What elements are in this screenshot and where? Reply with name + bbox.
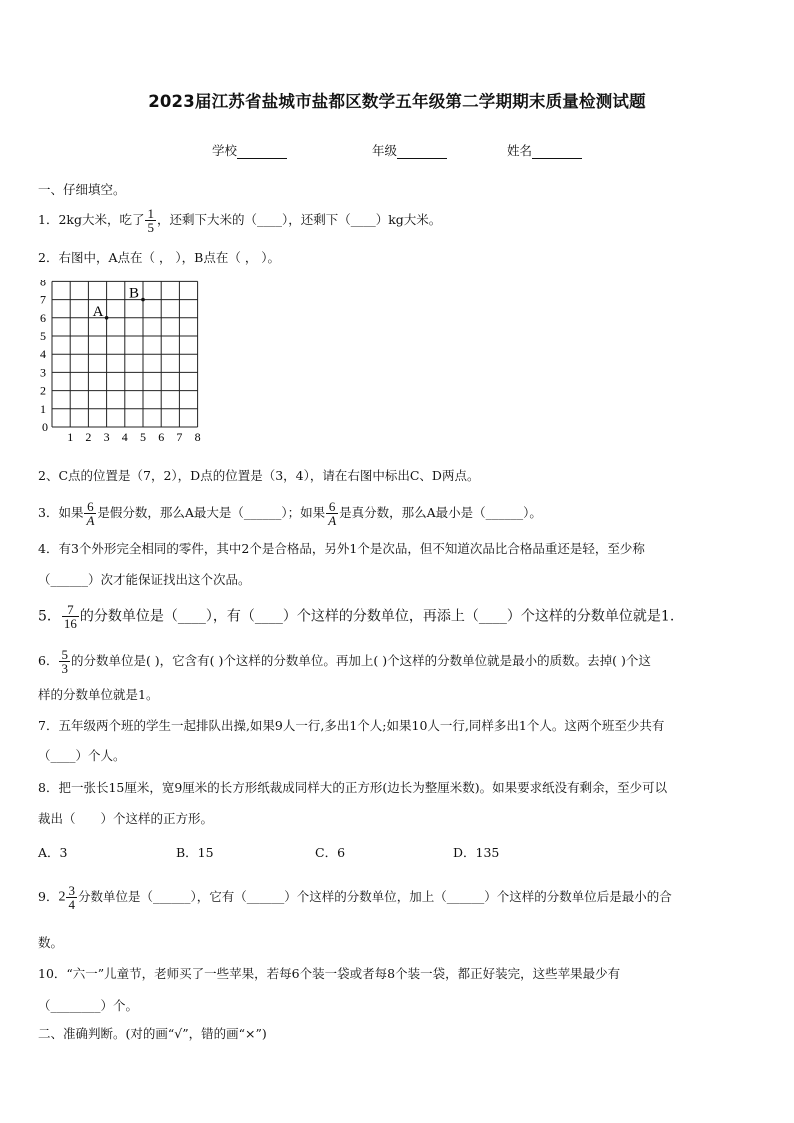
grid-y-tick: 4 [40, 347, 46, 362]
question-7-line-2: （____）个人。 [38, 748, 126, 763]
question-10-line-2: （________）个。 [38, 998, 139, 1013]
question-10-line-1: 10．“六一”儿童节，老师买了一些苹果，若每6个装一袋或者每8个装一袋，都正好装完，这些苹果最少有 [38, 966, 621, 981]
question-2-extra: 2、C点的位置是（7，2），D点的位置是（3，4），请在右图中标出C、D两点。 [38, 468, 480, 483]
grid-y-tick: 1 [40, 401, 46, 416]
name-field [507, 141, 582, 159]
choice-a[interactable]: A．3 [38, 845, 68, 860]
grid-x-tick: 1 [67, 430, 74, 444]
mixed-number-whole: 2 [58, 889, 66, 905]
question-6-line-2: 样的分数单位就是1。 [38, 687, 159, 702]
grid-point-B [141, 298, 145, 302]
question-9-line-2: 数。 [38, 935, 64, 950]
grid-x-tick: 2 [85, 430, 92, 444]
school-field [212, 141, 287, 159]
fraction-3-4: $\frac{3}{4}$ [68, 883, 75, 912]
grid-svg [36, 280, 216, 455]
grid-point-A [105, 316, 109, 320]
choice-c[interactable]: C．6 [315, 845, 346, 860]
grid-y-tick: 5 [40, 329, 46, 343]
question-9-line-1: 9．2 $\frac{3}{4}$ 分数单位是（______），它有（______）个这样的分数单位，加上（______）个这样的分数单位后是最小的合 [38, 883, 672, 912]
question-8-line-2: 裁出（ ）个这样的正方形。 [38, 811, 214, 826]
section-1-heading: 一、仔细填空。 [38, 182, 126, 197]
grade-label: 年级 [372, 143, 398, 158]
section-2-heading: 二、准确判断。(对的画“√”，错的画“×”) [38, 1026, 267, 1041]
grid-y-tick: 8 [40, 280, 46, 289]
grid-x-tick: 8 [194, 430, 201, 444]
grade-field [372, 141, 447, 159]
grid-x-tick: 3 [103, 430, 110, 444]
choice-b[interactable]: B．15 [176, 845, 214, 860]
question-8-line-1: 8．把一张长15厘米，宽9厘米的长方形纸裁成同样大的正方形(边长为整厘米数)。如果要求纸没有剩余，至少可以 [38, 780, 668, 795]
question-1: 1．2kg大米，吃了 $\frac{1}{5}$ ，还剩下大米的（____），还剩下（____）kg大米。 [38, 206, 442, 235]
page-title: 2023届江苏省盐城市盐都区数学五年级第二学期期末质量检测试题 [148, 92, 646, 111]
fraction-7-16: $\frac{7}{16}$ [63, 602, 77, 631]
grid-x-tick: 7 [176, 430, 183, 444]
question-4-line-2: （______）次才能保证找出这个次品。 [38, 572, 251, 587]
fraction-6-A: $\frac{6}{A}$ [86, 499, 95, 528]
question-2: 2．右图中，A点在（ ， ），B点在（ ， ）。 [38, 250, 281, 265]
grid-x-tick: 4 [121, 430, 128, 444]
choice-d[interactable]: D．135 [453, 845, 500, 860]
grid-point-label-B: B [129, 285, 140, 302]
school-label: 学校 [212, 143, 238, 158]
grid-point-label-A: A [92, 303, 104, 320]
question-6-line-1: 6． $\frac{5}{3}$ 的分数单位是( )，它含有( )个这样的分数单位。再加上( )个这样的分数单位就是最小的质数。去掉( )个这 [38, 647, 651, 676]
fraction-5-3: $\frac{5}{3}$ [61, 647, 68, 676]
coordinate-grid [36, 280, 216, 455]
grid-x-tick: 6 [158, 430, 165, 444]
fraction-1-5: $\frac{1}{5}$ [147, 206, 154, 235]
name-blank[interactable] [532, 144, 582, 159]
grid-y-tick: 6 [40, 310, 46, 325]
question-4-line-1: 4．有3个外形完全相同的零件，其中2个是合格品，另外1个是次品，但不知道次品比合格品重还是轻，至少称 [38, 541, 645, 556]
grid-y-tick: 3 [40, 365, 46, 380]
question-5: 5． $\frac{7}{16}$ 的分数单位是（____），有（____）个这样的分数单位，再添上（____）个这样的分数单位就是1. [38, 602, 675, 631]
grid-x-tick: 5 [140, 430, 146, 444]
grade-blank[interactable] [397, 144, 447, 159]
name-label: 姓名 [507, 143, 533, 158]
grid-origin-label: 0 [42, 420, 48, 434]
student-info-row [0, 141, 794, 161]
question-3: 3．如果 $\frac{6}{A}$ 是假分数，那么A最大是（______）；如果 $\frac{6}{A}$ 是真分数，那么A最小是（______）。 [38, 499, 542, 528]
grid-y-tick: 2 [40, 383, 46, 398]
fraction-6-A-2: $\frac{6}{A}$ [328, 499, 337, 528]
question-7-line-1: 7．五年级两个班的学生一起排队出操,如果9人一行,多出1个人;如果10人一行,同样多出1个人。这两个班至少共有 [38, 718, 665, 733]
grid-y-tick: 7 [40, 292, 46, 307]
school-blank[interactable] [237, 144, 287, 159]
